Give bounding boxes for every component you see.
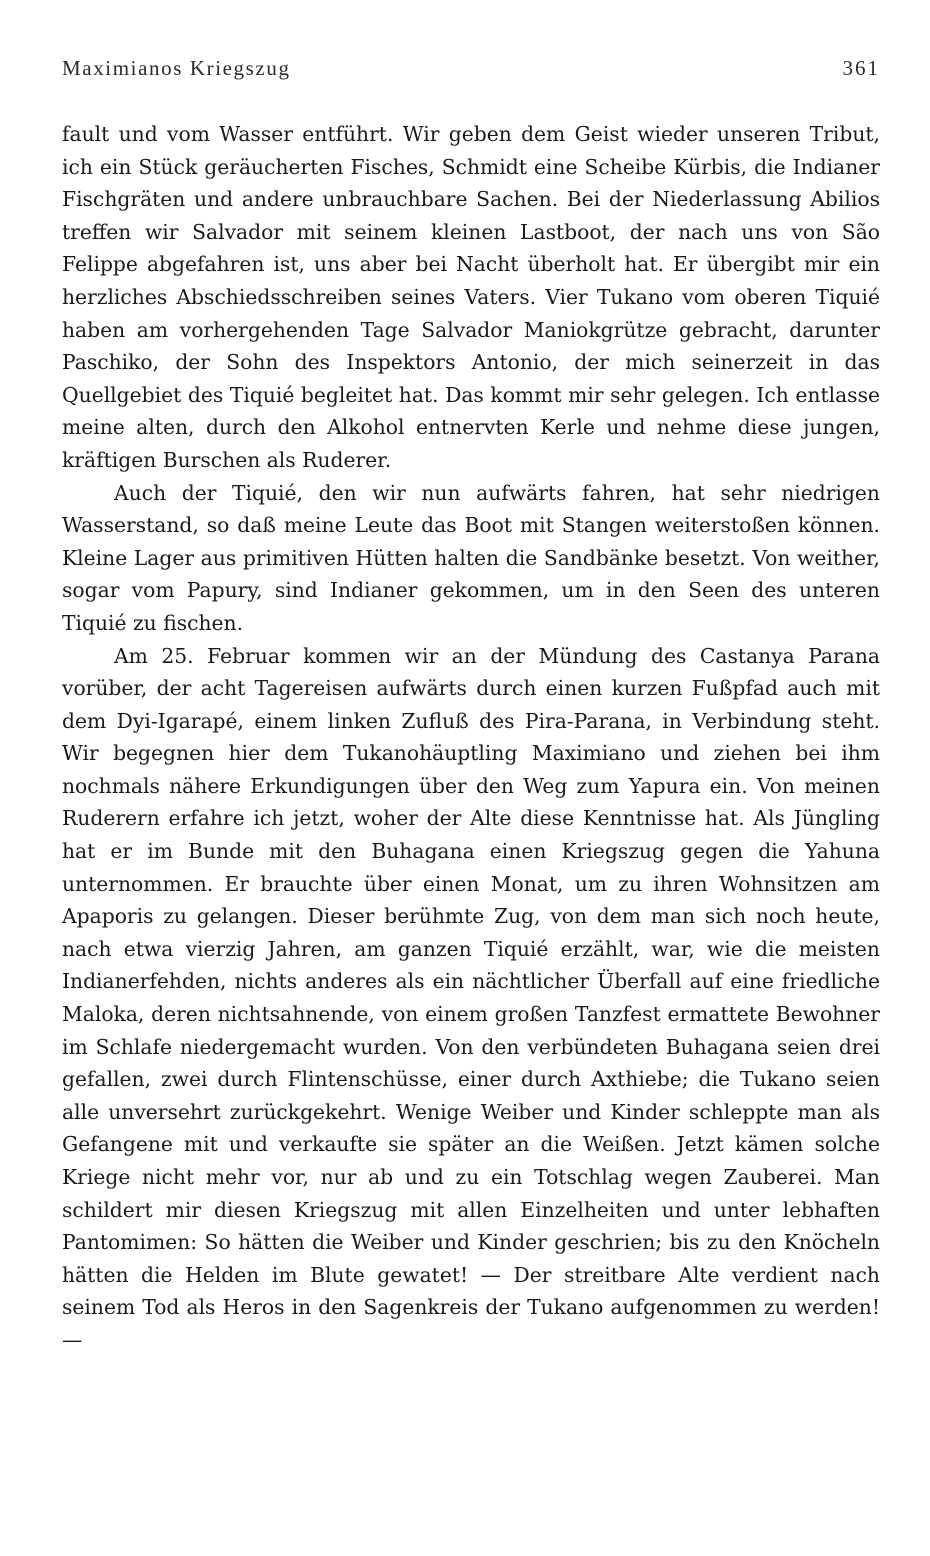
running-header bbox=[62, 56, 880, 100]
paragraph-continuation: fault und vom Wasser entführt. Wir geben dem Geist wieder unseren Tribut, ich ein Stück geräucherten Fisches, Schmidt eine Scheibe Kürbis, die Indianer Fischgräten und andere unbrauchbare Sachen. Bei der Niederlassung Abilios treffen wir Salvador mit seinem kleinen Lastboot, der nach uns von São Felippe abgefahren ist, uns aber bei Nacht überholt hat. Er übergibt mir ein herzliches Abschiedsschreiben seines Vaters. Vier Tukano vom oberen Tiquié haben am vorhergehenden Tage Salvador Maniokgrütze gebracht, darunter Paschiko, der Sohn des Inspektors Antonio, der mich seinerzeit in das Quellgebiet des Tiquié begleitet hat. Das kommt mir sehr gelegen. Ich entlasse meine alten, durch den Alkohol entnervten Kerle und nehme diese jungen, kräftigen Burschen als Ruderer. bbox=[62, 122, 880, 472]
paragraph-tiquie-voyage: Auch der Tiquié, den wir nun aufwärts fahren, hat sehr niedrigen Wasserstand, so daß meine Leute das Boot mit Stangen weiterstoßen können. Kleine Lager aus primitiven Hütten halten die Sandbänke besetzt. Von weither, sogar vom Papury, sind Indianer gekommen, um in den Seen des unteren Tiquié zu fischen. bbox=[62, 480, 880, 635]
paragraph-maximiano-war: Am 25. Februar kommen wir an der Mündung des Castanya Parana vorüber, der acht Tagereisen aufwärts durch einen kurzen Fußpfad auch mit dem Dyi-Igarapé, einem linken Zufluß des Pira-Parana, in Verbindung steht. Wir begegnen hier dem Tukanohäuptling Maximiano und ziehen bei ihm nochmals nähere Erkundigungen über den Weg zum Yapura ein. Von meinen Ruderern erfahre ich jetzt, woher der Alte diese Kenntnisse hat. Als Jüngling hat er im Bunde mit den Buhagana einen Kriegszug gegen die Yahuna unternommen. Er brauchte über einen Monat, um zu ihren Wohnsitzen am Apaporis zu gelangen. Dieser berühmte Zug, von dem man sich noch heute, nach etwa vierzig Jahren, am ganzen Tiquié erzählt, war, wie die meisten Indianerfehden, nichts anderes als ein nächtlicher Überfall auf eine friedliche Maloka, deren nichtsahnende, von einem großen Tanzfest ermattete Bewohner im Schlafe niedergemacht wurden. Von den verbündeten Buhagana seien drei gefallen, zwei durch Flintenschüsse, einer durch Axthiebe; die Tukano seien alle unversehrt zurückgekehrt. Wenige Weiber und Kinder schleppte man als Gefangene mit und verkaufte sie später an die Weißen. Jetzt kämen solche Kriege nicht mehr vor, nur ab und zu ein Totschlag wegen Zauberei. Man schildert mir diesen Kriegszug mit allen Einzelheiten und unter lebhaften Pantomimen: So hätten die Weiber und Kinder geschrien; bis zu den Knöcheln hätten die Helden im Blute gewatet! — Der streitbare Alte verdient nach seinem Tod als Heros in den Sagenkreis der Tukano aufgenommen zu werden! — bbox=[62, 643, 880, 1352]
running-title: Maximianos Kriegszug bbox=[62, 56, 291, 80]
book-page bbox=[62, 56, 880, 1357]
body-text bbox=[62, 118, 880, 1357]
page-number: 361 bbox=[842, 56, 880, 80]
